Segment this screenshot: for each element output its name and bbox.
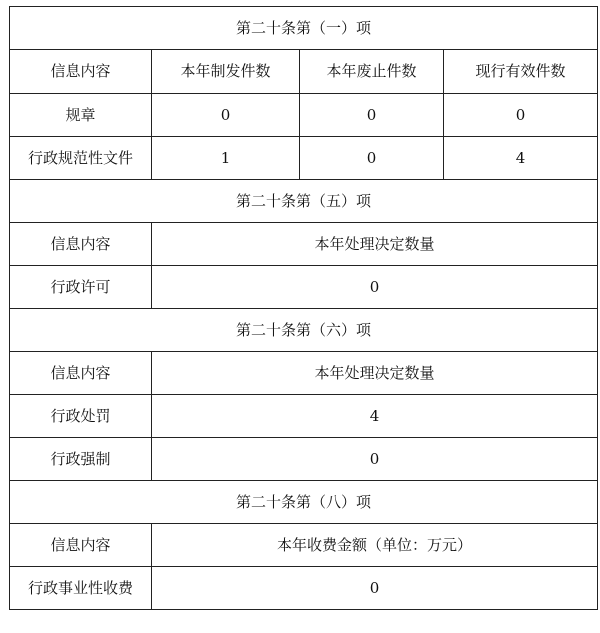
section-heading: 第二十条第（六）项 <box>10 309 598 352</box>
section-heading-row <box>10 309 598 352</box>
table-row <box>10 94 598 137</box>
table-row <box>10 567 598 610</box>
table-row <box>10 438 598 481</box>
row-label: 规章 <box>10 94 152 137</box>
section-heading: 第二十条第（一）项 <box>10 7 598 50</box>
header-cell-valid-count: 现行有效件数 <box>444 50 598 94</box>
header-row <box>10 524 598 567</box>
row-value: 0 <box>152 438 598 481</box>
section-heading-row <box>10 7 598 50</box>
row-label: 行政强制 <box>10 438 152 481</box>
row-value: 0 <box>152 567 598 610</box>
header-cell-info-content: 信息内容 <box>10 352 152 395</box>
table-row <box>10 395 598 438</box>
header-row <box>10 50 598 94</box>
row-label: 行政规范性文件 <box>10 137 152 180</box>
header-row <box>10 223 598 266</box>
row-value: 0 <box>444 94 598 137</box>
row-value: 0 <box>152 94 300 137</box>
row-label: 行政许可 <box>10 266 152 309</box>
header-cell-decision-count: 本年处理决定数量 <box>152 352 598 395</box>
header-cell-issued-count: 本年制发件数 <box>152 50 300 94</box>
section-heading: 第二十条第（五）项 <box>10 180 598 223</box>
header-cell-info-content: 信息内容 <box>10 50 152 94</box>
row-value: 4 <box>152 395 598 438</box>
row-value: 1 <box>152 137 300 180</box>
row-value: 0 <box>300 137 444 180</box>
section-heading: 第二十条第（八）项 <box>10 481 598 524</box>
row-label: 行政处罚 <box>10 395 152 438</box>
row-label: 行政事业性收费 <box>10 567 152 610</box>
row-value: 0 <box>300 94 444 137</box>
header-row <box>10 352 598 395</box>
header-cell-info-content: 信息内容 <box>10 223 152 266</box>
section-heading-row <box>10 481 598 524</box>
header-cell-info-content: 信息内容 <box>10 524 152 567</box>
row-value: 4 <box>444 137 598 180</box>
section-heading-row <box>10 180 598 223</box>
disclosure-table <box>9 6 598 610</box>
table-row <box>10 266 598 309</box>
header-cell-fee-amount: 本年收费金额（单位：万元） <box>152 524 598 567</box>
header-cell-abolished-count: 本年废止件数 <box>300 50 444 94</box>
row-value: 0 <box>152 266 598 309</box>
table-row <box>10 137 598 180</box>
header-cell-decision-count: 本年处理决定数量 <box>152 223 598 266</box>
